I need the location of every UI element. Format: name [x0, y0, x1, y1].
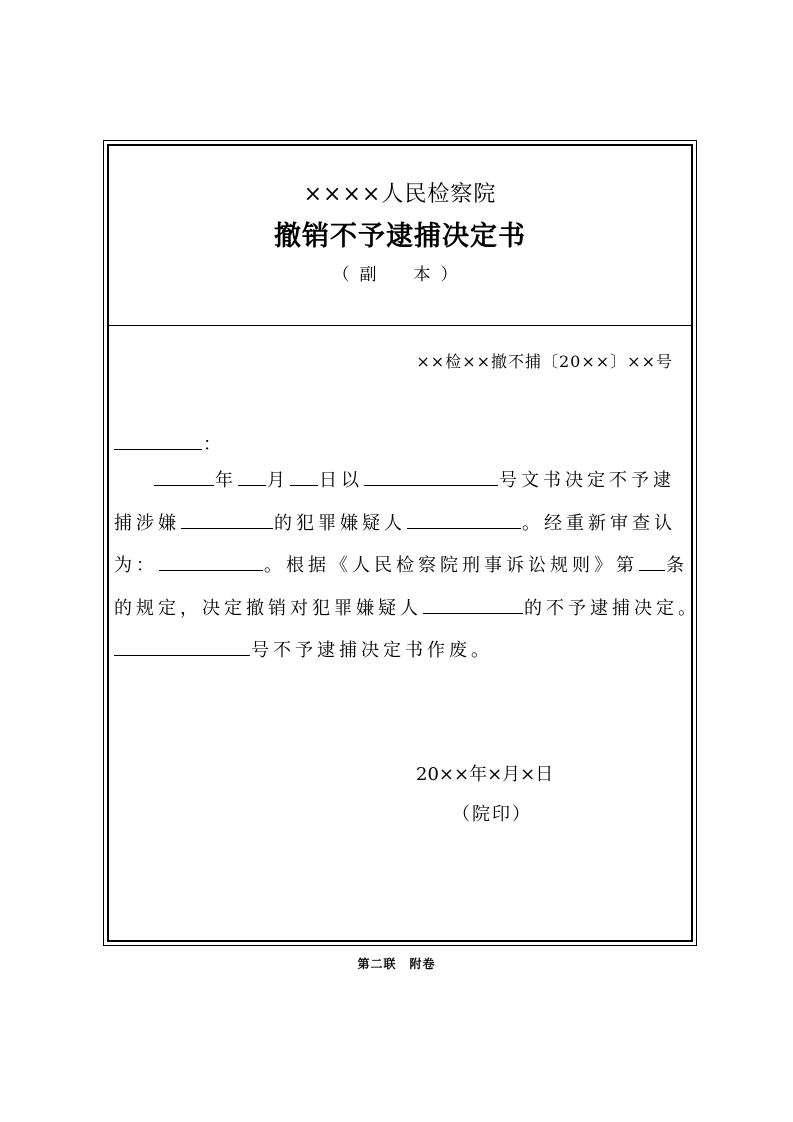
line2-middle: 的犯罪嫌疑人 [274, 513, 406, 534]
body-line-1 [114, 467, 675, 493]
document-inner-border [107, 144, 700, 942]
document-title: 撤销不予逮捕决定书 [274, 221, 526, 252]
document-number: ××检××撤不捕〔20××〕××号 [416, 352, 673, 371]
month-blank[interactable] [238, 467, 266, 486]
day-label: 日以 [319, 470, 363, 491]
day-blank[interactable] [290, 467, 318, 486]
void-number-blank[interactable] [114, 637, 250, 656]
header-divider [109, 325, 691, 326]
decision-number-blank[interactable] [364, 467, 498, 486]
line3-suffix: 条 [666, 555, 688, 576]
recipient-colon: ： [203, 434, 225, 455]
suspect-blank[interactable] [407, 510, 521, 529]
signature-date: 20××年×月×日 [416, 764, 554, 785]
line4-suffix: 的不予逮捕决定。 [524, 598, 700, 619]
charge-blank[interactable] [181, 510, 273, 529]
article-blank[interactable] [639, 552, 665, 571]
line3-middle: 。根据《人民检察院刑事诉讼规则》第 [264, 555, 638, 576]
line4-prefix: 的规定，决定撤销对犯罪嫌疑人 [114, 598, 422, 619]
line2-suffix: 。经重新审查认 [522, 513, 676, 534]
body-line-3 [114, 552, 688, 578]
body-line-2 [114, 510, 676, 536]
month-label: 月 [267, 470, 289, 491]
line5-suffix: 号不予逮捕决定书作废。 [251, 640, 493, 661]
seal-label: （院印） [452, 804, 532, 825]
recipient-blank[interactable] [114, 431, 202, 450]
line1-suffix: 号文书决定不予逮 [499, 470, 675, 491]
organization-name: ××××人民检察院 [303, 182, 497, 207]
copy-label: （副 本） [332, 265, 468, 285]
body-line-4 [114, 595, 700, 621]
suspect-name-blank[interactable] [423, 595, 523, 614]
year-label: 年 [215, 470, 237, 491]
recipient-line [114, 431, 225, 457]
body-line-5 [114, 637, 493, 663]
year-blank[interactable] [154, 467, 214, 486]
footer-label: 第二联 附卷 [357, 957, 436, 971]
line2-prefix: 捕涉嫌 [114, 513, 180, 534]
line3-prefix: 为： [114, 555, 158, 576]
document-frame [103, 140, 700, 946]
finding-blank[interactable] [159, 552, 263, 571]
